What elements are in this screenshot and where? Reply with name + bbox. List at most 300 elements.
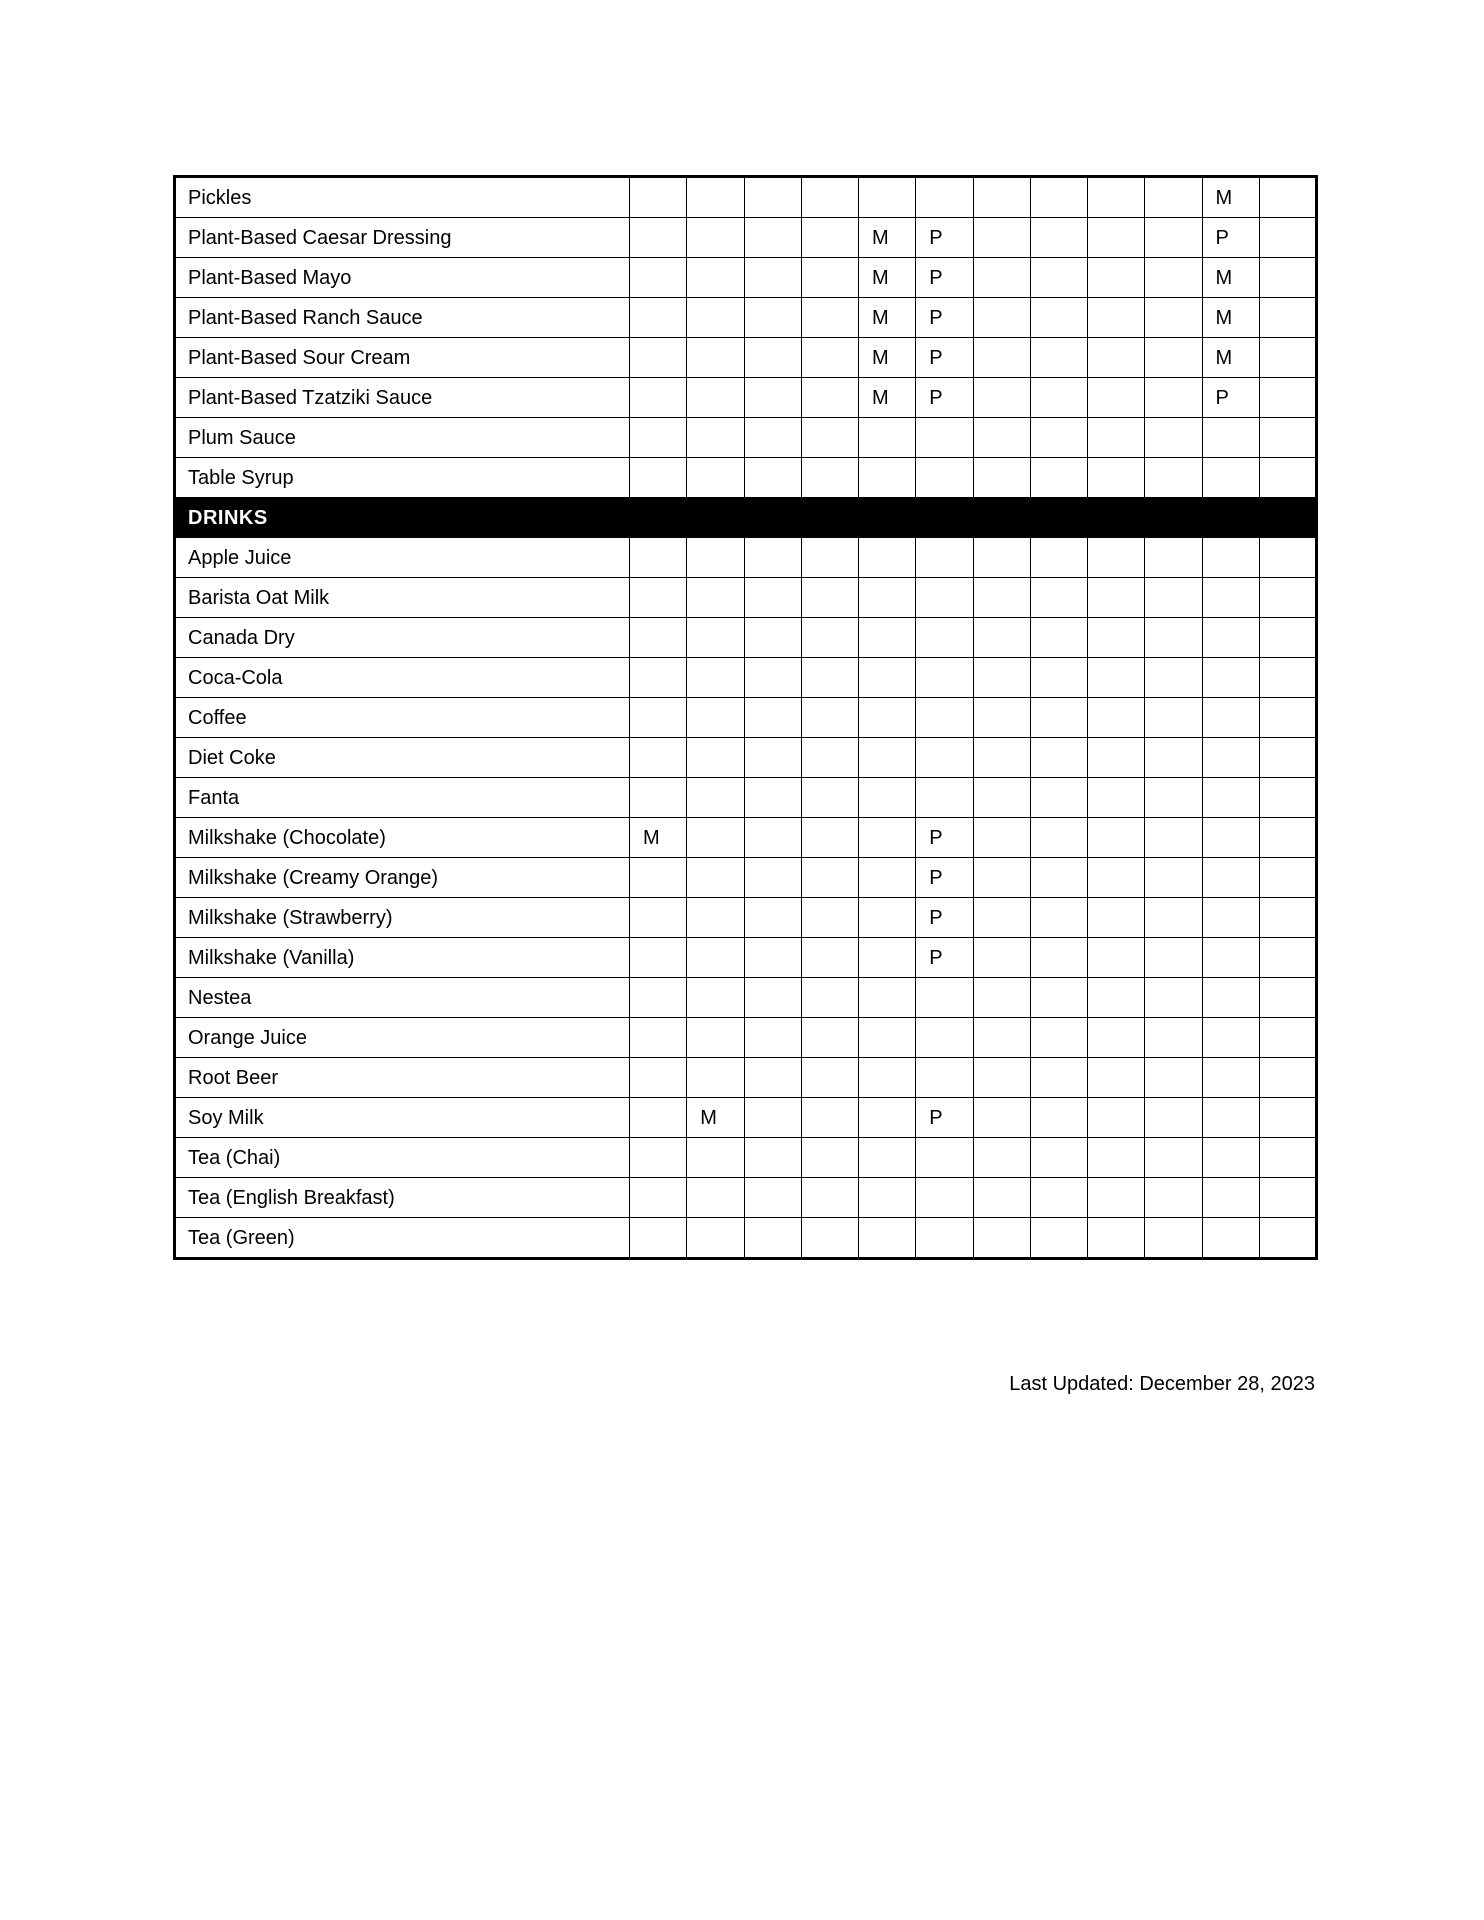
- item-name: Canada Dry: [175, 618, 630, 658]
- allergen-mark-cell: [1259, 778, 1316, 818]
- item-name: Milkshake (Chocolate): [175, 818, 630, 858]
- allergen-mark-cell: [687, 338, 744, 378]
- allergen-mark-cell: [1088, 1018, 1145, 1058]
- allergen-mark-cell: [801, 458, 858, 498]
- allergen-mark-cell: [801, 218, 858, 258]
- allergen-mark-cell: [630, 618, 687, 658]
- allergen-mark-cell: [630, 1138, 687, 1178]
- allergen-mark-cell: [630, 578, 687, 618]
- allergen-mark-cell: [630, 177, 687, 218]
- table-row: [175, 378, 1317, 418]
- allergen-mark-cell: [630, 338, 687, 378]
- allergen-mark-cell: [916, 1138, 973, 1178]
- table-row: [175, 538, 1317, 578]
- table-row: [175, 618, 1317, 658]
- allergen-mark-cell: [744, 258, 801, 298]
- allergen-mark-cell: [1030, 418, 1087, 458]
- allergen-mark-cell: [687, 698, 744, 738]
- allergen-mark-cell: [1030, 578, 1087, 618]
- item-name: Barista Oat Milk: [175, 578, 630, 618]
- allergen-mark-cell: M: [859, 298, 916, 338]
- allergen-mark-cell: P: [916, 218, 973, 258]
- allergen-mark-cell: [859, 1138, 916, 1178]
- allergen-mark-cell: [687, 1178, 744, 1218]
- item-name: Nestea: [175, 978, 630, 1018]
- allergen-mark-cell: [1030, 458, 1087, 498]
- allergen-mark-cell: [1030, 898, 1087, 938]
- allergen-mark-cell: [1259, 978, 1316, 1018]
- allergen-mark-cell: M: [859, 218, 916, 258]
- allergen-mark-cell: [1145, 698, 1202, 738]
- allergen-mark-cell: [630, 378, 687, 418]
- table-row: [175, 898, 1317, 938]
- allergen-mark-cell: [1202, 458, 1259, 498]
- allergen-mark-cell: [1145, 218, 1202, 258]
- allergen-mark-cell: [1088, 938, 1145, 978]
- allergen-mark-cell: [1030, 858, 1087, 898]
- allergen-mark-cell: [687, 898, 744, 938]
- allergen-mark-cell: [744, 1218, 801, 1259]
- allergen-mark-cell: P: [916, 858, 973, 898]
- allergen-mark-cell: [973, 618, 1030, 658]
- allergen-table: [173, 175, 1318, 1260]
- allergen-mark-cell: [916, 538, 973, 578]
- allergen-mark-cell: [1259, 1018, 1316, 1058]
- table-row: [175, 578, 1317, 618]
- allergen-mark-cell: [1145, 938, 1202, 978]
- allergen-mark-cell: [973, 658, 1030, 698]
- allergen-mark-cell: [1202, 578, 1259, 618]
- allergen-mark-cell: [1145, 658, 1202, 698]
- allergen-mark-cell: [744, 418, 801, 458]
- allergen-mark-cell: [859, 538, 916, 578]
- allergen-mark-cell: [630, 1018, 687, 1058]
- item-name: Tea (Green): [175, 1218, 630, 1259]
- allergen-mark-cell: [859, 978, 916, 1018]
- allergen-mark-cell: [1088, 1178, 1145, 1218]
- allergen-mark-cell: [801, 658, 858, 698]
- allergen-mark-cell: [916, 778, 973, 818]
- allergen-mark-cell: [916, 458, 973, 498]
- allergen-mark-cell: [916, 1218, 973, 1259]
- allergen-mark-cell: [630, 778, 687, 818]
- item-name: Coffee: [175, 698, 630, 738]
- allergen-mark-cell: [744, 378, 801, 418]
- item-name: Root Beer: [175, 1058, 630, 1098]
- allergen-mark-cell: [859, 898, 916, 938]
- allergen-mark-cell: [1030, 938, 1087, 978]
- allergen-mark-cell: [687, 538, 744, 578]
- allergen-mark-cell: [801, 298, 858, 338]
- allergen-mark-cell: [916, 738, 973, 778]
- allergen-mark-cell: [1145, 778, 1202, 818]
- item-name: Orange Juice: [175, 1018, 630, 1058]
- allergen-mark-cell: [1088, 738, 1145, 778]
- item-name: Plant-Based Sour Cream: [175, 338, 630, 378]
- allergen-mark-cell: [1030, 378, 1087, 418]
- allergen-mark-cell: [744, 177, 801, 218]
- table-row: [175, 1218, 1317, 1259]
- allergen-mark-cell: [687, 858, 744, 898]
- item-name: Pickles: [175, 177, 630, 218]
- allergen-mark-cell: [801, 1178, 858, 1218]
- allergen-mark-cell: [687, 458, 744, 498]
- allergen-mark-cell: M: [1202, 338, 1259, 378]
- allergen-mark-cell: [1030, 738, 1087, 778]
- table-row: [175, 1058, 1317, 1098]
- table-row: [175, 177, 1317, 218]
- allergen-mark-cell: [1259, 698, 1316, 738]
- allergen-mark-cell: [744, 858, 801, 898]
- allergen-mark-cell: [973, 938, 1030, 978]
- allergen-mark-cell: [1088, 578, 1145, 618]
- allergen-mark-cell: [1088, 177, 1145, 218]
- allergen-mark-cell: [1202, 1018, 1259, 1058]
- allergen-mark-cell: [973, 898, 1030, 938]
- allergen-mark-cell: [630, 1218, 687, 1259]
- item-name: Milkshake (Vanilla): [175, 938, 630, 978]
- allergen-mark-cell: [1088, 1098, 1145, 1138]
- allergen-mark-cell: [1202, 898, 1259, 938]
- allergen-mark-cell: [859, 818, 916, 858]
- allergen-mark-cell: [1145, 258, 1202, 298]
- allergen-mark-cell: [630, 418, 687, 458]
- allergen-mark-cell: [630, 858, 687, 898]
- allergen-mark-cell: [973, 338, 1030, 378]
- allergen-mark-cell: [687, 978, 744, 1018]
- allergen-mark-cell: [859, 177, 916, 218]
- allergen-mark-cell: [687, 1018, 744, 1058]
- allergen-mark-cell: [1145, 858, 1202, 898]
- allergen-mark-cell: [744, 458, 801, 498]
- allergen-mark-cell: [1202, 738, 1259, 778]
- allergen-mark-cell: [1202, 978, 1259, 1018]
- allergen-mark-cell: [1259, 538, 1316, 578]
- section-header-row: [175, 498, 1317, 538]
- allergen-mark-cell: [916, 177, 973, 218]
- allergen-mark-cell: [687, 658, 744, 698]
- item-name: Fanta: [175, 778, 630, 818]
- item-name: Plant-Based Ranch Sauce: [175, 298, 630, 338]
- allergen-mark-cell: M: [1202, 258, 1259, 298]
- allergen-mark-cell: [744, 738, 801, 778]
- allergen-mark-cell: [630, 1098, 687, 1138]
- allergen-mark-cell: [973, 1058, 1030, 1098]
- allergen-mark-cell: [630, 538, 687, 578]
- allergen-mark-cell: [1259, 218, 1316, 258]
- allergen-mark-cell: [1088, 618, 1145, 658]
- allergen-mark-cell: [1030, 1138, 1087, 1178]
- allergen-mark-cell: [1259, 1178, 1316, 1218]
- allergen-mark-cell: [801, 1098, 858, 1138]
- allergen-mark-cell: [1030, 1098, 1087, 1138]
- item-name: Milkshake (Strawberry): [175, 898, 630, 938]
- allergen-mark-cell: [801, 898, 858, 938]
- table-row: [175, 1138, 1317, 1178]
- allergen-mark-cell: [744, 1138, 801, 1178]
- allergen-mark-cell: [973, 258, 1030, 298]
- allergen-mark-cell: [801, 1218, 858, 1259]
- table-row: [175, 978, 1317, 1018]
- table-row: [175, 258, 1317, 298]
- allergen-mark-cell: [973, 1098, 1030, 1138]
- allergen-mark-cell: [687, 618, 744, 658]
- allergen-mark-cell: [1030, 1178, 1087, 1218]
- allergen-mark-cell: [1145, 738, 1202, 778]
- allergen-mark-cell: [744, 818, 801, 858]
- allergen-mark-cell: [630, 298, 687, 338]
- allergen-mark-cell: [1145, 578, 1202, 618]
- allergen-mark-cell: [744, 658, 801, 698]
- allergen-mark-cell: [1145, 538, 1202, 578]
- allergen-mark-cell: [859, 858, 916, 898]
- section-header: DRINKS: [175, 498, 1317, 538]
- allergen-mark-cell: [1088, 458, 1145, 498]
- allergen-mark-cell: [687, 578, 744, 618]
- table-row: [175, 658, 1317, 698]
- allergen-mark-cell: [973, 218, 1030, 258]
- allergen-mark-cell: [1088, 538, 1145, 578]
- allergen-mark-cell: M: [859, 258, 916, 298]
- allergen-mark-cell: [1088, 858, 1145, 898]
- allergen-mark-cell: [1259, 258, 1316, 298]
- allergen-mark-cell: [1145, 898, 1202, 938]
- allergen-mark-cell: [973, 858, 1030, 898]
- allergen-mark-cell: [1145, 418, 1202, 458]
- allergen-mark-cell: [973, 698, 1030, 738]
- allergen-mark-cell: [801, 818, 858, 858]
- allergen-mark-cell: M: [859, 378, 916, 418]
- allergen-mark-cell: [1259, 898, 1316, 938]
- allergen-mark-cell: P: [1202, 218, 1259, 258]
- allergen-mark-cell: [744, 1098, 801, 1138]
- allergen-mark-cell: P: [916, 298, 973, 338]
- item-name: Milkshake (Creamy Orange): [175, 858, 630, 898]
- allergen-mark-cell: [801, 938, 858, 978]
- allergen-mark-cell: [1145, 978, 1202, 1018]
- allergen-mark-cell: [1202, 1218, 1259, 1259]
- allergen-mark-cell: P: [916, 1098, 973, 1138]
- allergen-mark-cell: [916, 698, 973, 738]
- allergen-mark-cell: [1259, 658, 1316, 698]
- allergen-mark-cell: [1259, 458, 1316, 498]
- allergen-mark-cell: [973, 1218, 1030, 1259]
- allergen-mark-cell: [1259, 938, 1316, 978]
- allergen-mark-cell: [1088, 698, 1145, 738]
- allergen-mark-cell: [1202, 1138, 1259, 1178]
- table-row: [175, 218, 1317, 258]
- allergen-mark-cell: [1088, 658, 1145, 698]
- allergen-mark-cell: [744, 898, 801, 938]
- allergen-mark-cell: [687, 1058, 744, 1098]
- allergen-mark-cell: [1030, 818, 1087, 858]
- item-name: Plum Sauce: [175, 418, 630, 458]
- table-row: [175, 778, 1317, 818]
- allergen-mark-cell: [1259, 738, 1316, 778]
- allergen-mark-cell: [630, 1178, 687, 1218]
- allergen-mark-cell: [973, 738, 1030, 778]
- allergen-mark-cell: [916, 978, 973, 1018]
- item-name: Plant-Based Tzatziki Sauce: [175, 378, 630, 418]
- table-row: [175, 1098, 1317, 1138]
- allergen-mark-cell: [1030, 658, 1087, 698]
- item-name: Table Syrup: [175, 458, 630, 498]
- allergen-mark-cell: [630, 938, 687, 978]
- allergen-mark-cell: P: [916, 938, 973, 978]
- allergen-mark-cell: [1259, 338, 1316, 378]
- allergen-mark-cell: [916, 1058, 973, 1098]
- allergen-mark-cell: [801, 1138, 858, 1178]
- allergen-mark-cell: [801, 418, 858, 458]
- allergen-mark-cell: [1088, 1058, 1145, 1098]
- allergen-mark-cell: [744, 938, 801, 978]
- allergen-mark-cell: [859, 1018, 916, 1058]
- allergen-mark-cell: M: [687, 1098, 744, 1138]
- allergen-mark-cell: [1030, 1218, 1087, 1259]
- allergen-mark-cell: [801, 858, 858, 898]
- allergen-mark-cell: [744, 1178, 801, 1218]
- allergen-mark-cell: [1088, 298, 1145, 338]
- allergen-mark-cell: [687, 1138, 744, 1178]
- allergen-mark-cell: [1259, 418, 1316, 458]
- allergen-mark-cell: [687, 738, 744, 778]
- last-updated-text: Last Updated: December 28, 2023: [1009, 1373, 1315, 1395]
- allergen-mark-cell: [1202, 1098, 1259, 1138]
- allergen-mark-cell: [801, 338, 858, 378]
- item-name: Plant-Based Mayo: [175, 258, 630, 298]
- table-row: [175, 458, 1317, 498]
- allergen-mark-cell: [687, 418, 744, 458]
- allergen-mark-cell: [630, 258, 687, 298]
- allergen-mark-cell: [859, 938, 916, 978]
- allergen-mark-cell: [1030, 218, 1087, 258]
- allergen-mark-cell: [973, 177, 1030, 218]
- allergen-mark-cell: [687, 177, 744, 218]
- allergen-mark-cell: [1030, 1018, 1087, 1058]
- allergen-mark-cell: [1202, 418, 1259, 458]
- item-name: Plant-Based Caesar Dressing: [175, 218, 630, 258]
- allergen-mark-cell: [973, 458, 1030, 498]
- allergen-mark-cell: [744, 778, 801, 818]
- table-row: [175, 858, 1317, 898]
- allergen-mark-cell: [859, 1218, 916, 1259]
- item-name: Tea (English Breakfast): [175, 1178, 630, 1218]
- allergen-mark-cell: [916, 578, 973, 618]
- item-name: Soy Milk: [175, 1098, 630, 1138]
- allergen-mark-cell: M: [630, 818, 687, 858]
- allergen-mark-cell: [1145, 378, 1202, 418]
- allergen-mark-cell: [687, 298, 744, 338]
- allergen-mark-cell: [801, 738, 858, 778]
- allergen-mark-cell: [1145, 177, 1202, 218]
- allergen-mark-cell: [630, 738, 687, 778]
- allergen-mark-cell: [1030, 177, 1087, 218]
- allergen-mark-cell: [1202, 618, 1259, 658]
- allergen-mark-cell: [859, 778, 916, 818]
- allergen-mark-cell: [1030, 778, 1087, 818]
- allergen-mark-cell: [973, 978, 1030, 1018]
- allergen-mark-cell: [859, 698, 916, 738]
- allergen-mark-cell: [973, 538, 1030, 578]
- allergen-mark-cell: [1088, 218, 1145, 258]
- allergen-mark-cell: [1030, 538, 1087, 578]
- allergen-mark-cell: [916, 418, 973, 458]
- allergen-mark-cell: [1088, 258, 1145, 298]
- table-row: [175, 738, 1317, 778]
- table-row: [175, 418, 1317, 458]
- allergen-mark-cell: [916, 1178, 973, 1218]
- allergen-mark-cell: [1088, 418, 1145, 458]
- allergen-mark-cell: [1145, 458, 1202, 498]
- allergen-mark-cell: [1030, 338, 1087, 378]
- allergen-mark-cell: [744, 698, 801, 738]
- allergen-mark-cell: P: [916, 818, 973, 858]
- allergen-mark-cell: [801, 778, 858, 818]
- allergen-mark-cell: [1145, 338, 1202, 378]
- allergen-mark-cell: [859, 578, 916, 618]
- allergen-mark-cell: [973, 1018, 1030, 1058]
- allergen-mark-cell: [1202, 1058, 1259, 1098]
- allergen-mark-cell: [1145, 1018, 1202, 1058]
- allergen-mark-cell: [1030, 298, 1087, 338]
- allergen-mark-cell: [916, 658, 973, 698]
- allergen-mark-cell: [630, 658, 687, 698]
- allergen-mark-cell: [744, 218, 801, 258]
- allergen-mark-cell: [687, 1218, 744, 1259]
- table-row: [175, 1178, 1317, 1218]
- allergen-mark-cell: [1145, 1138, 1202, 1178]
- allergen-mark-cell: [1088, 1138, 1145, 1178]
- allergen-mark-cell: [801, 258, 858, 298]
- allergen-mark-cell: [801, 378, 858, 418]
- allergen-mark-cell: [687, 258, 744, 298]
- allergen-mark-cell: [1259, 177, 1316, 218]
- allergen-mark-cell: [1202, 778, 1259, 818]
- allergen-mark-cell: [916, 1018, 973, 1058]
- allergen-mark-cell: [859, 738, 916, 778]
- allergen-mark-cell: [1145, 1178, 1202, 1218]
- allergen-mark-cell: [744, 578, 801, 618]
- allergen-mark-cell: [1259, 858, 1316, 898]
- allergen-mark-cell: [1202, 538, 1259, 578]
- allergen-mark-cell: [859, 618, 916, 658]
- table-row: [175, 338, 1317, 378]
- allergen-mark-cell: [859, 1178, 916, 1218]
- allergen-mark-cell: P: [916, 898, 973, 938]
- table-row: [175, 938, 1317, 978]
- allergen-mark-cell: P: [916, 378, 973, 418]
- allergen-mark-cell: [630, 1058, 687, 1098]
- allergen-mark-cell: [973, 378, 1030, 418]
- allergen-mark-cell: [1088, 338, 1145, 378]
- allergen-mark-cell: P: [916, 338, 973, 378]
- table-row: [175, 298, 1317, 338]
- allergen-mark-cell: [744, 538, 801, 578]
- allergen-mark-cell: [1030, 1058, 1087, 1098]
- allergen-mark-cell: [744, 338, 801, 378]
- table-row: [175, 818, 1317, 858]
- allergen-mark-cell: [973, 1138, 1030, 1178]
- allergen-mark-cell: [1259, 298, 1316, 338]
- allergen-mark-cell: P: [916, 258, 973, 298]
- allergen-mark-cell: [744, 978, 801, 1018]
- allergen-mark-cell: [1030, 258, 1087, 298]
- allergen-mark-cell: [1145, 1098, 1202, 1138]
- item-name: Diet Coke: [175, 738, 630, 778]
- allergen-mark-cell: [1145, 818, 1202, 858]
- item-name: Apple Juice: [175, 538, 630, 578]
- allergen-mark-cell: [1202, 698, 1259, 738]
